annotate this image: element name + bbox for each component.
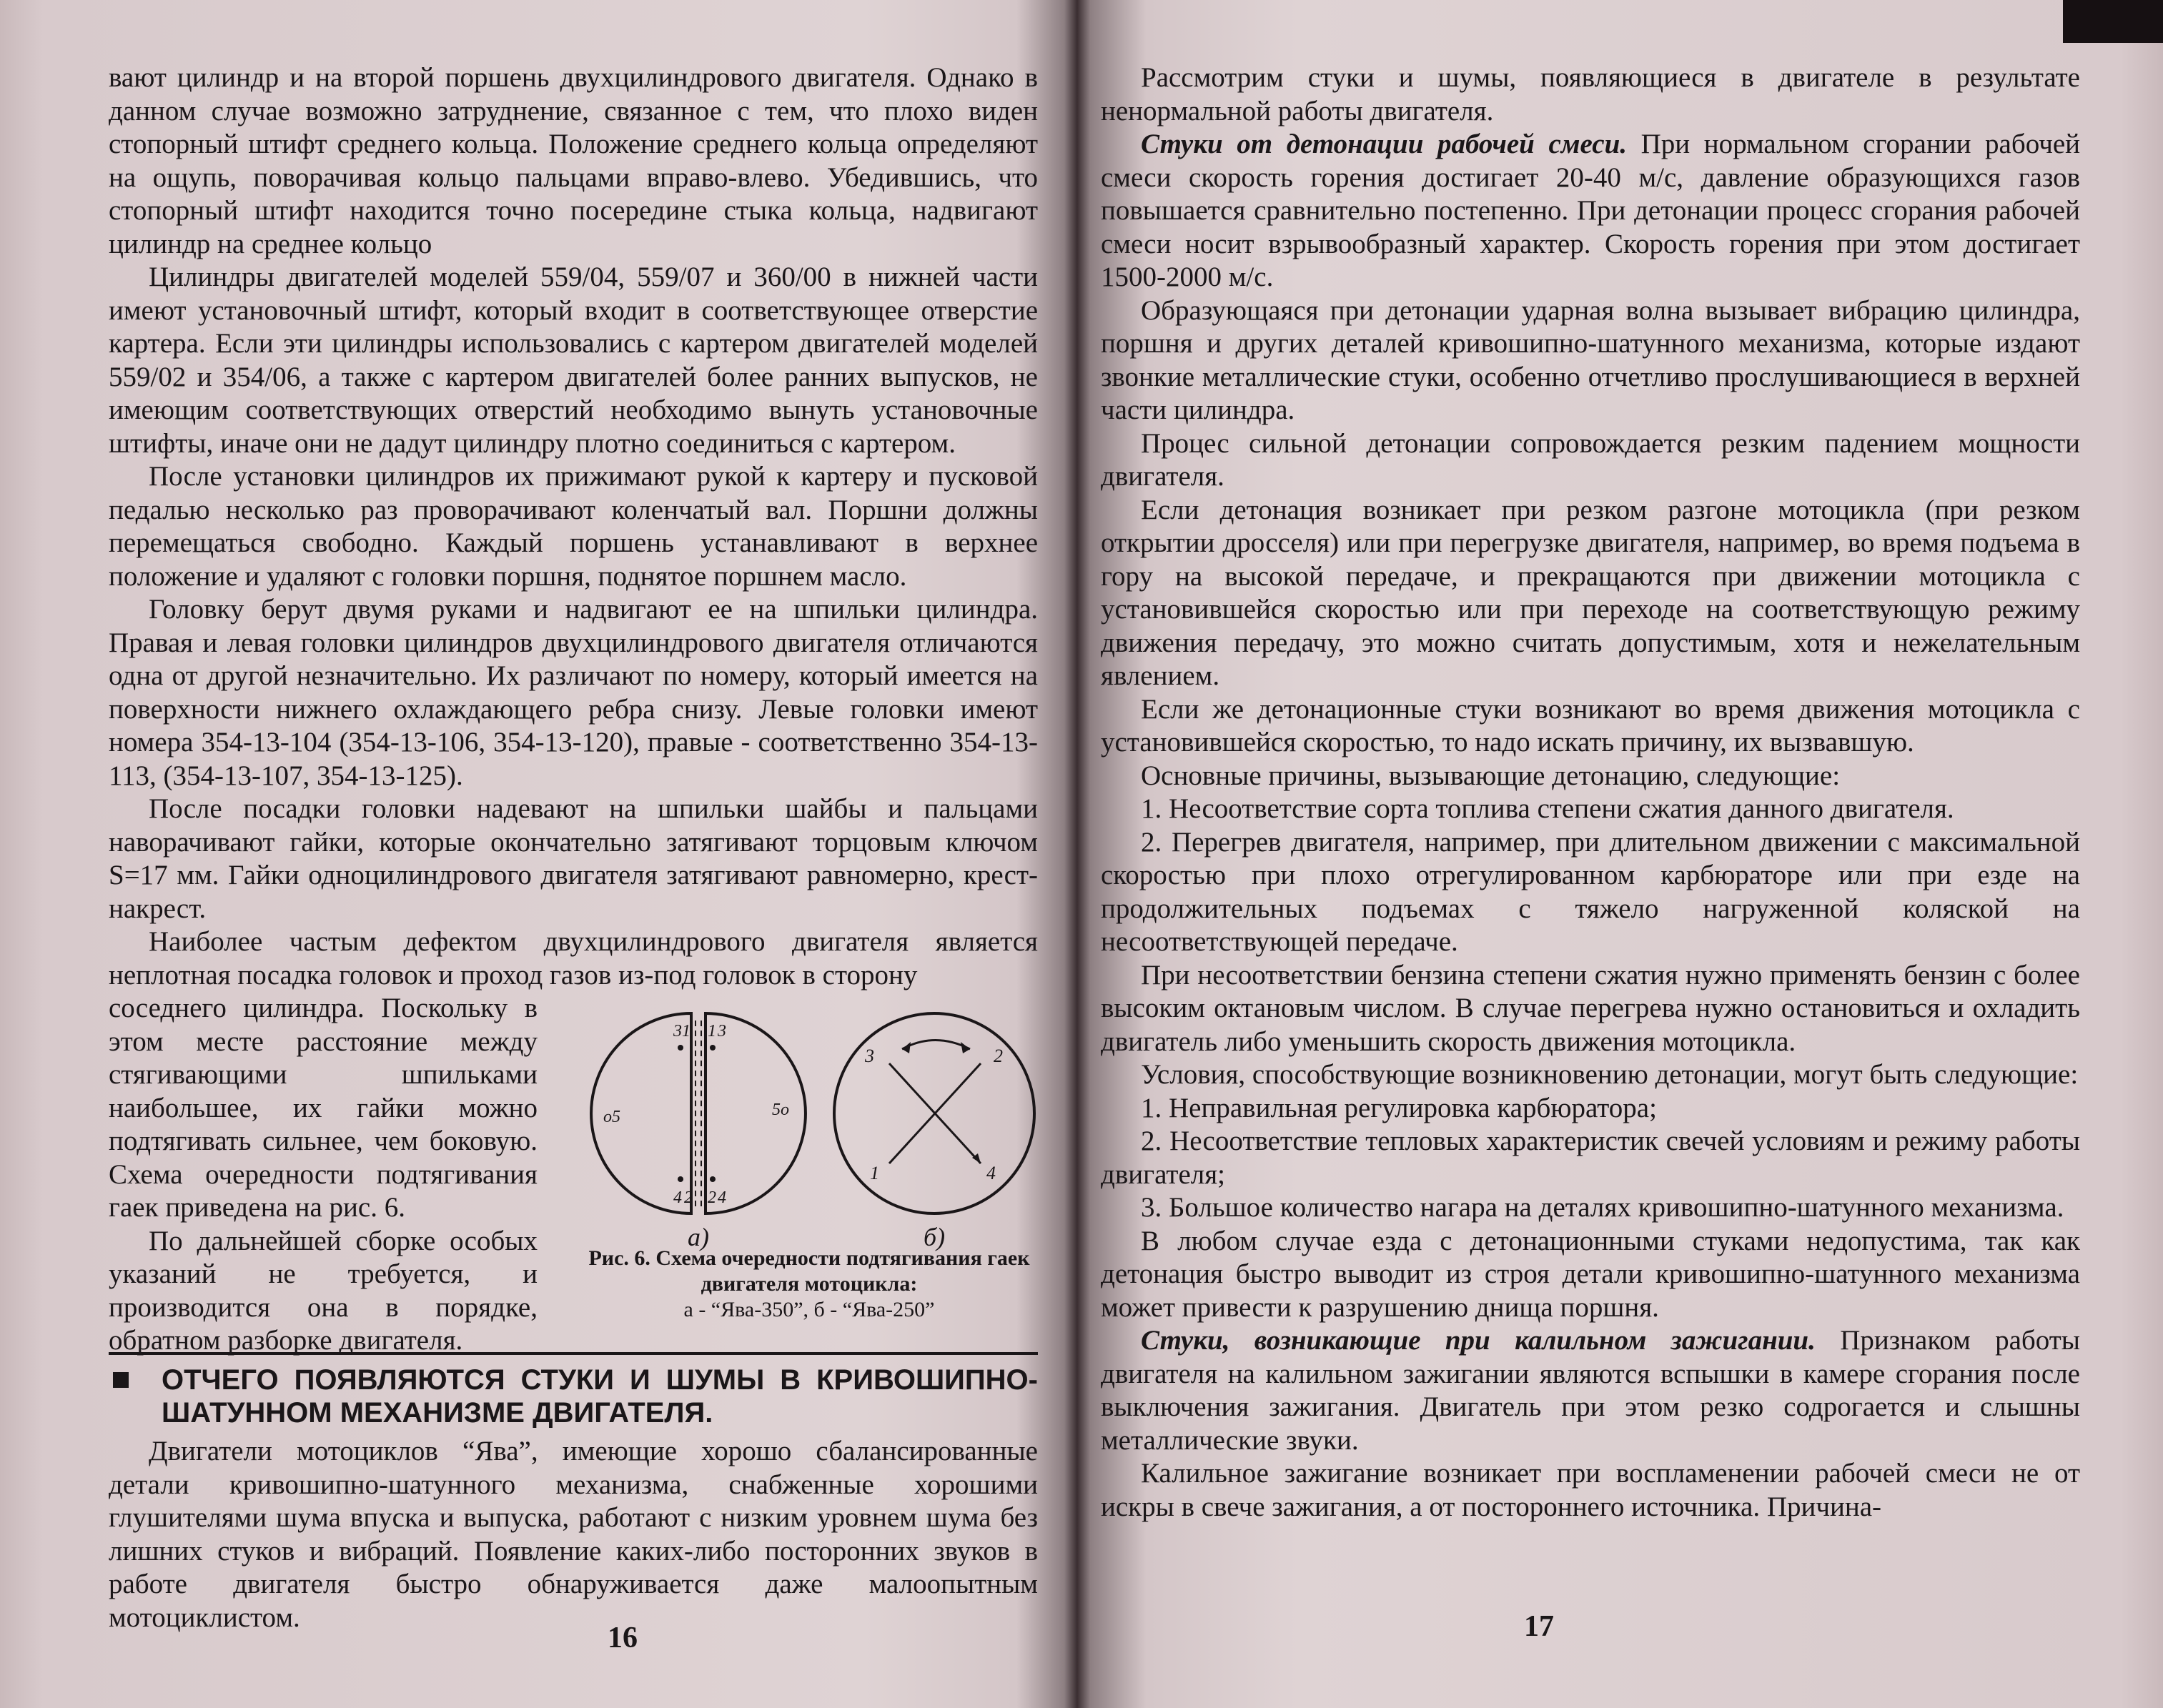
stud-hole (678, 1176, 683, 1182)
diagram-b-label: 1 (870, 1163, 879, 1183)
list-item: 3. Большое количество нагара на деталях кривошипно-шатунного механизма. (1141, 1192, 2064, 1223)
bullet-square-icon (113, 1372, 129, 1388)
stud-hole (678, 1045, 683, 1051)
stud-hole (710, 1045, 716, 1051)
figure-row (109, 992, 1038, 1356)
paragraph: По дальнейшей сборке особых указаний не требуется, и производится она в порядке, обратном разборке двигателя. (109, 1225, 538, 1356)
paragraph: Головку берут двумя руками и надвигают ее на шпильки цилиндра. Правая и левая головки цилиндров двухцилиндрового двигателя отличаются одна от другой незначительно. Их различают по номеру, который имеется на поверхности нижнего охлаждающего ребра снизу. Левые головки имеют номера 354-13-104 (354-13-106, 354-13-120), правые - соответственно 354-13-113, (354-13-107, 354-13-125). (109, 594, 1038, 791)
diagram-a-label: о5 (603, 1108, 620, 1126)
paragraph: Калильное зажигание возникает при воспламенении рабочей смеси не от искры в свече зажигания, а от постороннего источника. Причина- (1101, 1458, 2080, 1522)
right-page (1066, 0, 2163, 1708)
diagram-a-label: 5о (772, 1101, 789, 1119)
paragraph: Условия, способствующие возникновению детонации, могут быть следующие: (1141, 1059, 2079, 1090)
paragraph: Основные причины, вызывающие детонацию, следующие: (1141, 760, 1841, 791)
paragraph: В любом случае езда с детонационными стуками недопустима, так как детонация быстро выводит из строя детали кривошипно-шатунного механизма может привести к разрушению днища поршня. (1101, 1225, 2080, 1323)
paragraph: Наиболее частым дефектом двухцилиндрового двигателя является неплотная посадка головок и проход газов из-под головок в сторону (109, 926, 1038, 990)
paragraph: После установки цилиндров их прижимают рукой к картеру и пусковой педалью несколько раз проворачивают коленчатый вал. Поршни должны перемещаться свободно. Каждый поршень устанавливают в верхнее положение и удаляют с головки поршня, поднятое поршнем масло. (109, 461, 1038, 592)
paragraph (1101, 128, 2080, 294)
paragraph: После посадки головки надевают на шпильки шайбы и пальцами наворачивают гайки, которые окончательно затягивают торцовым ключом S=17 мм. Гайки одноцилиндрового двигателя затягивают равномерно, крест-накрест. (109, 793, 1038, 924)
figure-label-b: б) (924, 1223, 946, 1251)
paragraph-body: При нормальном сгорании рабочей смеси скорость горения достигает 20-40 м/с, давление образующихся газов повышается сравнительно постепенно. При детонации процесс сгорания рабочей смеси носит взрывообразный характер. Скорость горения при этом достигает 1500-2000 м/с. (1101, 129, 2080, 292)
list-item: 1. Несоответствие сорта топлива степени сжатия данного двигателя. (1141, 793, 1954, 824)
paragraph: Образующаяся при детонации ударная волна вызывает вибрацию цилиндра, поршня и других деталей кривошипно-шатунного механизма, которые издают звонкие металлические стуки, особенно отчетливо прослушивающиеся в верхней части цилиндра. (1101, 294, 2080, 425)
diagram-a-label: 1 (682, 1022, 691, 1041)
figure-6 (566, 992, 1045, 1349)
page-number-right: 17 (1524, 1610, 1554, 1643)
diagram-b-arrow (902, 1041, 970, 1050)
paragraph: Если же детонационные стуки возникают во время движения мотоцикла с установившейся скоростью, то надо искать причину, их вызвавшую. (1101, 693, 2080, 758)
figure-caption-subtitle: а - “Ява-350”, б - “Ява-250” (683, 1298, 935, 1321)
list-item: 1. Неправильная регулировка карбюратора; (1141, 1092, 1657, 1123)
left-page (0, 0, 1054, 1708)
paragraph: Процес сильной детонации сопровождается резким падением мощности двигателя. (1101, 427, 2080, 492)
paragraph-lead: Стуки, возникающие при калильном зажигании. (1141, 1325, 1816, 1356)
right-page-text (1101, 61, 2080, 1524)
tightening-diagram (566, 992, 1045, 1249)
diagram-a-label: 1 (708, 1022, 716, 1041)
left-page-text (109, 61, 1038, 1634)
figure-side-text (109, 992, 538, 1358)
diagram-a-label: 4 (718, 1188, 726, 1207)
page-number-left: 16 (608, 1622, 638, 1654)
list-item: 2. Несоответствие тепловых характеристик свечей условиям и режиму работы двигателя; (1101, 1126, 2080, 1190)
section-heading (109, 1364, 1038, 1429)
figure-caption (573, 1246, 1045, 1323)
diagram-b-label: 3 (865, 1046, 874, 1066)
diagram-a-label: 3 (673, 1022, 682, 1041)
figure-label-a: а) (688, 1223, 709, 1251)
section-heading-text: ОТЧЕГО ПОЯВЛЯЮТСЯ СТУКИ И ШУМЫ В КРИВОШИПНО-ШАТУННОМ МЕХАНИЗМЕ ДВИГАТЕЛЯ. (162, 1364, 1038, 1429)
paragraph: При несоответствии бензина степени сжатия нужно применять бензин с более высоким октановым числом. В случае перегрева нужно остановиться и охладить двигатель либо уменьшить скорость движения мотоцикла. (1101, 959, 2080, 1057)
paragraph: Цилиндры двигателей моделей 559/04, 559/07 и 360/00 в нижней части имеют установочный штифт, который входит в соответствующее отверстие картера. Если эти цилиндры использовались с картером двигателей моделей 559/02 и 354/06, а также с картером двигателей более ранних выпусков, не имеющим соответствующих отверстий необходимо вынуть установочные штифты, иначе они не дадут цилиндру плотно соединиться с картером. (109, 262, 1038, 459)
figure-caption-title: Рис. 6. Схема очередности подтягивания гаек двигателя мотоцикла: (588, 1246, 1030, 1296)
paragraph (1101, 1324, 2080, 1457)
diagram-a-right-head (706, 1013, 806, 1213)
paragraph: Двигатели мотоциклов “Ява”, имеющие хорошо сбалансированные детали кривошипно-шатунного механизма, снабженные хорошими глушителями шума впуска и выпуска, работают с низким уровнем шума без лишних стуков и вибраций. Появление каких-либо посторонних звуков в работе двигателя быстро обнаруживается даже малоопытным мотоциклистом. (109, 1436, 1038, 1633)
diagram-a-label: 2 (684, 1188, 693, 1207)
paragraph: соседнего цилиндра. Поскольку в этом месте расстояние между стягивающими шпильками наибольшее, их гайки можно подтягивать сильнее, чем боковую. Схема очередности подтягивания гаек приведена на рис. 6. (109, 993, 538, 1223)
paragraph-body: Признаком работы двигателя на калильном зажигании являются вспышки в камере сгорания после выключения зажигания. Двигатель при этом резко содрогается и слышны металлические звуки. (1101, 1325, 2080, 1456)
paragraph: вают цилиндр и на второй поршень двухцилиндрового двигателя. Однако в данном случае возможно затруднение, связанное с тем, что плохо виден стопорный штифт среднего кольца. Положение среднего кольца определяют на ощупь, поворачивая кольцо пальцами вправо-влево. Убедившись, что стопорный штифт находится точно посередине стыка кольца, надвигают цилиндр на среднее кольцо (109, 62, 1038, 259)
paragraph-lead: Стуки от детонации рабочей смеси. (1141, 129, 1628, 159)
diagram-a-label: 3 (718, 1022, 726, 1041)
paragraph: Рассмотрим стуки и шумы, появляющиеся в двигателе в результате ненормальной работы двигателя. (1101, 62, 2080, 126)
diagram-b-label: 2 (994, 1046, 1003, 1066)
diagram-b (834, 1013, 1034, 1213)
list-item: 2. Перегрев двигателя, например, при длительном движении с максимальной скоростью при плохо отрегулированном карбюраторе или при езде на продолжительных подъемах с тяжело нагруженной коляской на несоответствующей передаче. (1101, 826, 2080, 957)
paragraph: Если детонация возникает при резком разгоне мотоцикла (при резком открытии дросселя) или при перегрузке двигателя, например, во время подъема в гору на высокой передаче, и прекращаются при движении мотоцикла с установившейся скоростью или при переходе на соответствующую режиму движения передачу, это можно считать допустимым, хотя и нежелательным явлением. (1101, 494, 2080, 691)
diagram-a-label: 4 (673, 1188, 682, 1207)
diagram-a-label: 2 (708, 1188, 716, 1207)
diagram-b-label: 4 (986, 1163, 996, 1183)
stud-hole (710, 1176, 716, 1182)
